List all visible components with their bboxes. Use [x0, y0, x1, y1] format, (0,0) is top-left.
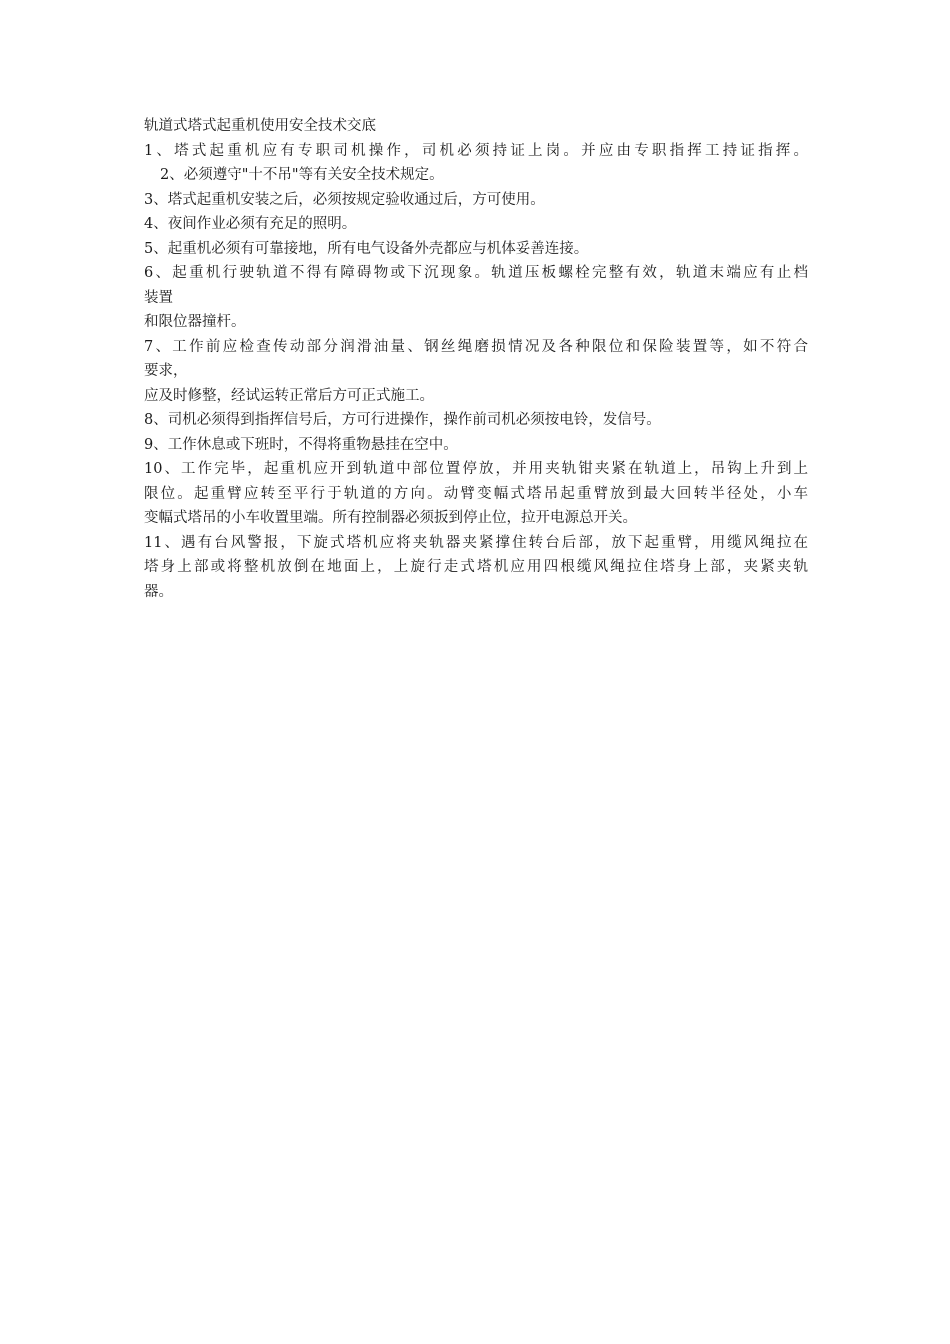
text-line-1: 1、塔式起重机应有专职司机操作，司机必须持证上岗。并应由专职指挥工持证指挥。 [144, 142, 808, 159]
text-line-12: 8、司机必须得到指挥信号后，方可行进操作，操作前司机必须按电铃，发信号。 [144, 412, 661, 428]
text-line-14: 10、工作完毕，起重机应开到轨道中部位置停放，并用夹轨钳夹紧在轨道上，吊钩上升到上 [144, 461, 808, 477]
text-line-2: 2、必须遵守"十不吊"等有关安全技术规定。 [160, 167, 444, 183]
text-line-8: 和限位器撞杆。 [144, 314, 246, 330]
text-line-16: 变幅式塔吊的小车收置里端。所有控制器必须扳到停止位，拉开电源总开关。 [144, 510, 637, 526]
text-line-15: 限位。起重臂应转至平行于轨道的方向。动臂变幅式塔吊起重臂放到最大回转半径处，小车 [144, 485, 808, 502]
text-line-10: 要求， [144, 363, 188, 379]
text-line-11: 应及时修整，经试运转正常后方可正式施工。 [144, 387, 434, 404]
text-line-13: 9、工作休息或下班时，不得将重物悬挂在空中。 [144, 436, 458, 453]
document-body [144, 114, 808, 604]
text-line-6: 6、起重机行驶轨道不得有障碍物或下沉现象。轨道压板螺栓完整有效，轨道末端应有止档 [144, 265, 808, 281]
text-line-9: 7、工作前应检查传动部分润滑油量、钢丝绳磨损情况及各种限位和保险装置等，如不符合 [144, 338, 808, 355]
text-line-7: 装置 [144, 289, 173, 306]
text-line-18: 塔身上部或将整机放倒在地面上，上旋行走式塔机应用四根缆风绳拉住塔身上部，夹紧夹轨 [144, 559, 808, 575]
text-line-19: 器。 [144, 583, 173, 600]
text-line-17: 11、遇有台风警报，下旋式塔机应将夹轨器夹紧撑住转台后部，放下起重臂，用缆风绳拉在 [144, 534, 808, 551]
text-line-5: 5、起重机必须有可靠接地，所有电气设备外壳都应与机体妥善连接。 [144, 240, 589, 257]
text-line-4: 4、夜间作业必须有充足的照明。 [144, 216, 357, 232]
document-title: 轨道式塔式起重机使用安全技术交底 [144, 118, 376, 134]
text-line-3: 3、塔式起重机安装之后，必须按规定验收通过后，方可使用。 [144, 191, 545, 208]
